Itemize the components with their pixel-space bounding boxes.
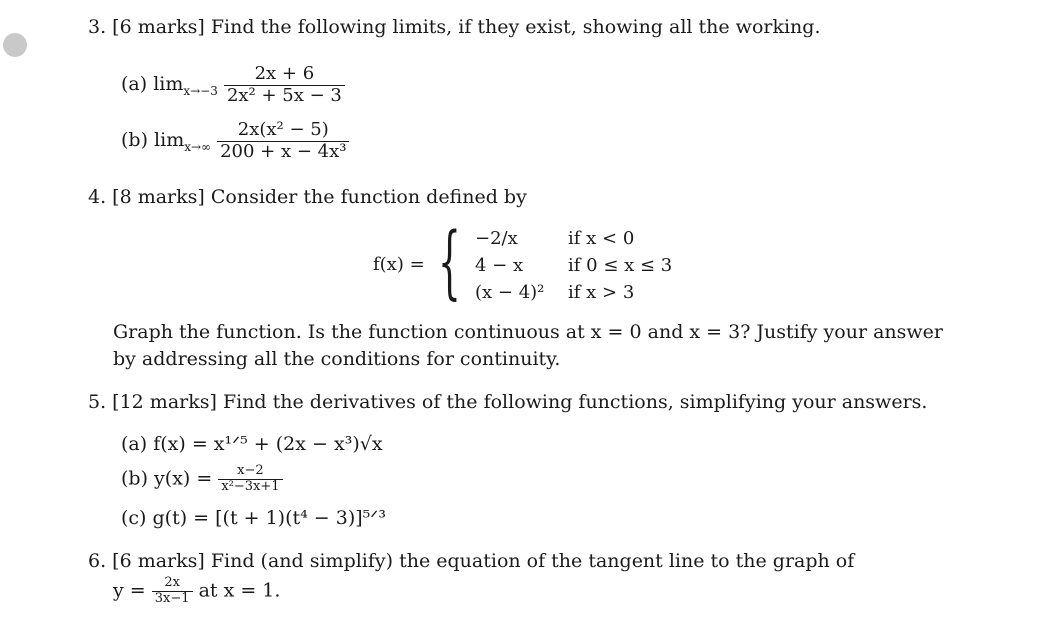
q5b-lhs: y(x) = xyxy=(154,467,213,490)
piecewise-expr-3: (x − 4)² xyxy=(475,282,545,303)
q3b-limit: $\lim_{x\to\infty}$ xyxy=(154,129,212,154)
question-4-text-1: Graph the function. Is the function continuous at x = 0 and x = 3? Justify your answer xyxy=(113,321,943,343)
question-5c xyxy=(121,506,386,530)
piecewise-cond-1: if x < 0 xyxy=(568,228,635,249)
question-3-header: 3. [6 marks] Find the following limits, if they exist, showing all the working. xyxy=(88,16,821,38)
question-6-header: 6. [6 marks] Find (and simplify) the equation of the tangent line to the graph of xyxy=(88,550,855,572)
q3a-fraction: $\frac{2x + 6}{\text{2x² + 5x − 3}}$ xyxy=(224,64,345,106)
margin-dot xyxy=(3,33,27,57)
question-6-equation xyxy=(113,576,280,607)
question-4-header: 4. [8 marks] Consider the function defined by xyxy=(88,186,527,208)
q3b-label: (b) xyxy=(121,129,148,152)
question-5-header: 5. [12 marks] Find the derivatives of the following functions, simplifying your answers. xyxy=(88,391,928,413)
q6-fraction: $\frac{2x}{3x-1}$ xyxy=(152,576,193,607)
piecewise-brace: { xyxy=(438,215,461,308)
question-5a xyxy=(121,432,383,456)
q6-lhs: y = xyxy=(113,579,146,602)
q3a-label: (a) xyxy=(121,73,148,96)
q5c-label: (c) xyxy=(121,507,147,529)
question-3a xyxy=(121,64,345,106)
q5a-expr: f(x) = x¹ᐟ⁵ + (2x − x³)√x xyxy=(153,433,383,455)
q3a-limit: $\lim_{x\to-3}$ xyxy=(153,73,218,98)
question-4-text-2: by addressing all the conditions for continuity. xyxy=(113,348,561,370)
q6-tail: at x = 1. xyxy=(198,579,281,602)
question-3b xyxy=(121,120,349,162)
q5b-fraction: $\frac{x-2}{\text{x²−3x+1}}$ xyxy=(218,464,282,495)
q3b-fraction: $\frac{\text{2x(x² − 5)}}{\text{200 + x − 4x³}}$ xyxy=(217,120,349,162)
question-5b xyxy=(121,464,283,495)
piecewise-cond-3: if x > 3 xyxy=(568,282,635,303)
piecewise-expr-2: 4 − x xyxy=(475,255,524,276)
q5b-label: (b) xyxy=(121,467,148,490)
piecewise-cond-2: if 0 ≤ x ≤ 3 xyxy=(568,255,673,276)
q5c-expr: g(t) = [(t + 1)(t⁴ − 3)]⁵ᐟ³ xyxy=(152,507,386,529)
piecewise-expr-1: −2/x xyxy=(475,228,518,249)
q5a-label: (a) xyxy=(121,433,148,455)
piecewise-lhs: f(x) = xyxy=(373,254,425,275)
